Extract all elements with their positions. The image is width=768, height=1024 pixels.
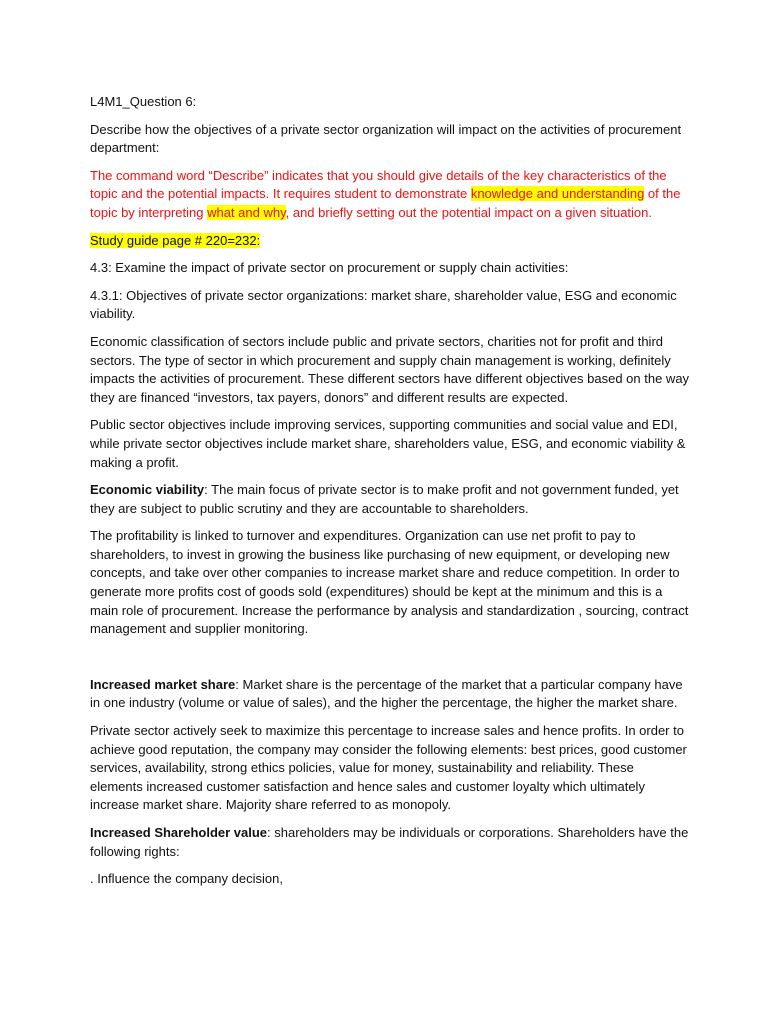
highlight-what-and-why: what and why: [207, 204, 286, 220]
private-sector-seek-paragraph: Private sector actively seek to maximize this percentage to increase sales and hence profits. In order to achieve good reputation, the company may consider the following elements: best prices, good customer services, availability, strong ethics policies, value for money, sustainability and reliability. These elements increased customer satisfaction and hence sales and customer loyalty which ultimately increase market share. Majority share referred to as monopoly.: [90, 723, 687, 813]
profitability-paragraph: The profitability is linked to turnover and expenditures. Organization can use net profit to pay to shareholders, to invest in growing the business like purchasing of new equipment, or developing new concepts, and take over other companies to increase market share and reduce competition. In order to generate more profits cost of goods sold (expenditures) should be kept at the minimum and this is a main role of procurement. Increase the performance by analysis and standardization , sourcing, contract management and supplier monitoring.: [90, 528, 689, 637]
classification-paragraph: Economic classification of sectors include public and private sectors, charities not for profit and third sectors. The type of sector in which procurement and supply chain management is working, definitely impacts the activities of procurement. These different sectors have different objectives based on the way they are financed “investors, tax payers, donors” and different results are expected.: [90, 333, 690, 405]
command-note-part1: The command word “Describe” indicates that you should give details of the key characteristics of the topic and the potential impacts. It requires student to demonstrate: [90, 167, 667, 202]
study-guide-line: [90, 232, 690, 251]
economic-viability-text: : The main focus of private sector is to make profit and not government funded, yet they are subject to public scrutiny and they are accountable to shareholders.: [90, 482, 679, 516]
public-sector-paragraph: Public sector objectives include improving services, supporting communities and social value and EDI, while private sector objectives include market share, shareholders value, ESG, and economic viability & making a profit.: [90, 417, 686, 470]
document-body: [90, 93, 690, 898]
market-share-text: : Market share is the percentage of the market that a particular company have in one industry (volume or value of sales), and the higher the percentage, the higher the market share.: [90, 676, 683, 711]
section-4-3-1-heading: 4.3.1: Objectives of private sector organizations: market share, shareholder value, ESG and economic viability.: [90, 287, 677, 322]
shareholder-value-text: : shareholders may be individuals or corporations. Shareholders have the following rights:: [90, 825, 689, 859]
blank-spacer: [90, 648, 690, 676]
bullet-influence: . Influence the company decision,: [90, 871, 283, 887]
section-4-3-heading: 4.3: Examine the impact of private sector on procurement or supply chain activities:: [90, 260, 569, 276]
economic-viability-paragraph: [90, 481, 690, 518]
shareholder-value-paragraph: [90, 824, 690, 861]
command-note-part2: of the topic by interpreting: [90, 186, 681, 220]
economic-viability-label: Economic viability: [90, 482, 205, 498]
market-share-paragraph: [90, 676, 690, 713]
question-title: L4M1_Question 6:: [90, 94, 197, 109]
command-note-part3: , and briefly setting out the potential impact on a given situation.: [285, 204, 653, 220]
shareholder-value-label: Increased Shareholder value: [90, 825, 268, 840]
command-word-note: [90, 167, 690, 223]
market-share-label: Increased market share: [90, 676, 236, 692]
study-guide-highlight: Study guide page # 220=232:: [90, 232, 261, 248]
question-text: Describe how the objectives of a private sector organization will impact on the activities of procurement department:: [90, 121, 682, 156]
highlight-knowledge: knowledge and understanding: [470, 186, 645, 202]
